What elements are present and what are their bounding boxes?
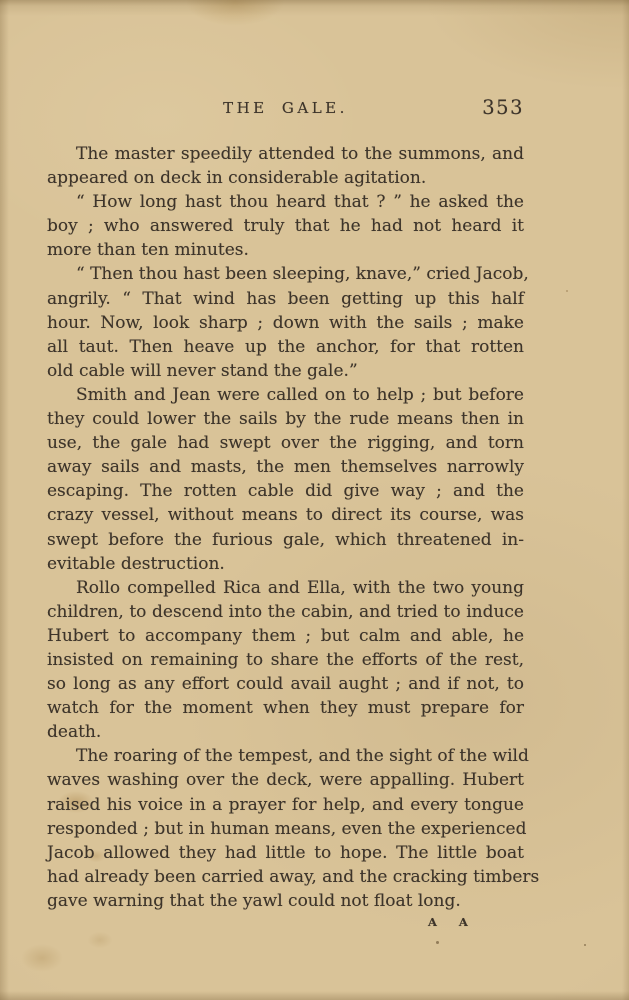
text-line: angrily. “ That wind has been getting up this half — [47, 288, 524, 309]
text-line: The master speedily attended to the summons, and — [76, 144, 524, 164]
text-line: raised his voice in a prayer for help, and every tongue — [47, 794, 524, 815]
text-line: use, the gale had swept over the rigging, and torn — [47, 433, 524, 454]
text-line: “ Then thou hast been sleeping, knave,” cried Jacob, — [76, 264, 529, 285]
text-line: hour. Now, look sharp ; down with the sails ; make — [47, 312, 524, 333]
text-line: responded ; but in human means, even the experienced — [47, 818, 527, 839]
text-line: old cable will never stand the gale.” — [47, 360, 358, 381]
text-line: boy ; who answered truly that he had not heard it — [47, 216, 524, 237]
text-line: The roaring of the tempest, and the sight of the wild — [76, 746, 529, 767]
paragraph — [47, 383, 524, 576]
paper-speck — [566, 290, 568, 292]
text-line: death. — [47, 722, 102, 743]
text-line: so long as any effort could avail aught ; and if not, to — [47, 674, 524, 695]
text-line: they could lower the sails by the rude means then in — [47, 409, 524, 430]
text-line: all taut. Then heave up the anchor, for that rotten — [47, 336, 524, 357]
text-line: appeared on deck in considerable agitation. — [47, 168, 427, 189]
paper-speck — [436, 941, 439, 944]
text-line: watch for the moment when they must prepare for — [47, 698, 524, 719]
paragraph — [47, 576, 524, 745]
text-line: Jacob allowed they had little to hope. The little boat — [47, 842, 524, 863]
paragraph — [47, 262, 529, 382]
text-line: escaping. The rotten cable did give way ; and the — [47, 481, 524, 502]
printers-signature-mark: A A — [428, 915, 477, 929]
text-line: Hubert to accompany them ; but calm and able, he — [47, 625, 524, 646]
paper-speck — [584, 944, 586, 946]
text-line: swept before the furious gale, which threatened in- — [47, 529, 524, 550]
page-number: 353 — [482, 96, 524, 119]
text-line: children, to descend into the cabin, and tried to induce — [47, 601, 524, 622]
text-line: had already been carried away, and the cracking timbers — [47, 866, 540, 887]
paragraph — [47, 190, 524, 262]
text-line: more than ten minutes. — [47, 240, 249, 261]
running-head — [47, 96, 524, 118]
page-body — [47, 142, 540, 913]
text-line: waves washing over the deck, were appalling. Hubert — [47, 770, 524, 791]
text-line: evitable destruction. — [47, 553, 225, 574]
text-line: away sails and masts, the men themselves narrowly — [47, 457, 524, 478]
text-line: “ How long hast thou heard that ? ” he asked the — [76, 192, 524, 213]
paragraph — [47, 744, 540, 913]
text-line: insisted on remaining to share the efforts of the rest, — [47, 649, 524, 670]
text-line: crazy vessel, without means to direct its course, was — [47, 505, 524, 526]
text-line: Smith and Jean were called on to help ; but before — [76, 384, 524, 405]
text-line: Rollo compelled Rica and Ella, with the two young — [76, 577, 524, 598]
paragraph — [47, 142, 524, 190]
text-line: gave warning that the yawl could not float long. — [47, 890, 461, 911]
chapter-running-title: THE GALE. — [223, 99, 348, 117]
